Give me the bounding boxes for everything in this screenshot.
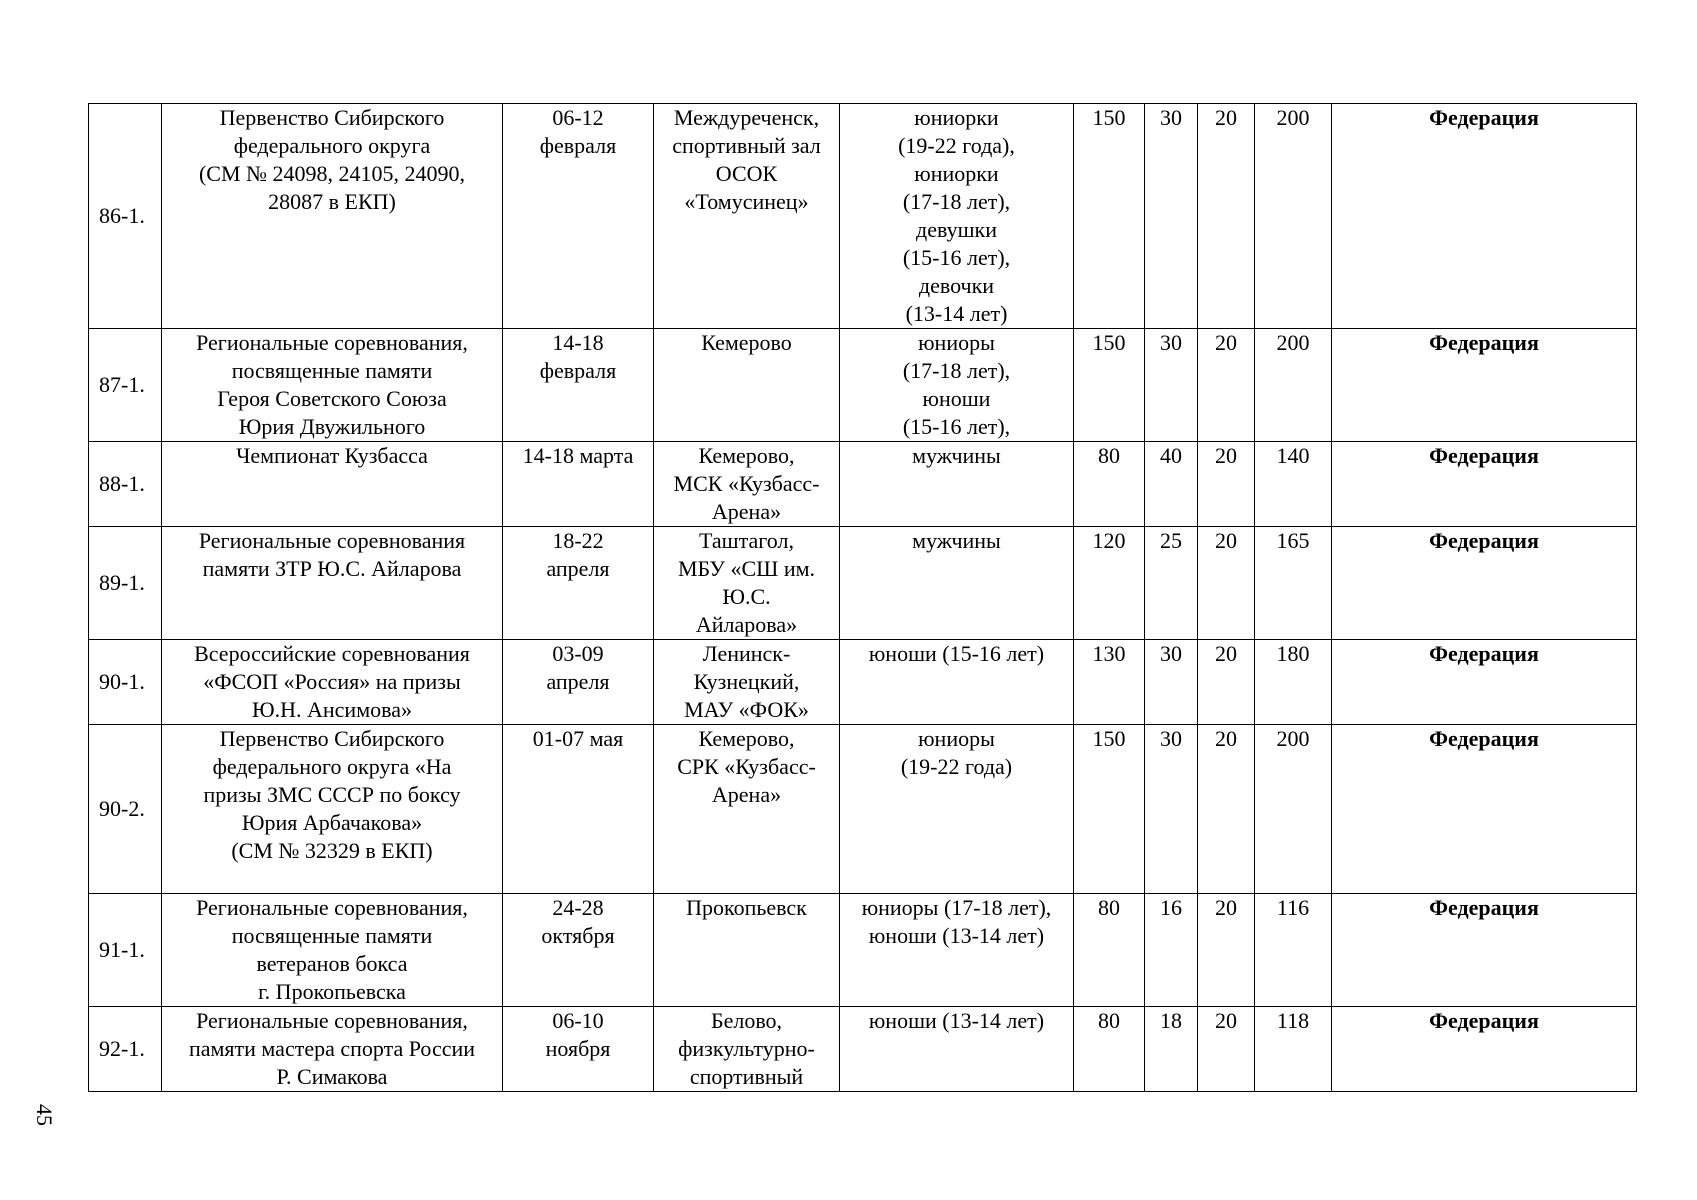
row-number: 92-1. — [89, 1007, 162, 1092]
event-place: Кемерово — [654, 329, 840, 442]
judges-count: 20 — [1198, 725, 1255, 894]
total-count: 180 — [1255, 640, 1332, 725]
row-number: 88-1. — [89, 442, 162, 527]
coaches-count: 16 — [1145, 894, 1198, 1007]
participants-count: 80 — [1074, 894, 1145, 1007]
participant-category: мужчины — [840, 442, 1074, 527]
event-name: Региональные соревнования, памяти мастера спорта России Р. Симакова — [162, 1007, 503, 1092]
judges-count: 20 — [1198, 329, 1255, 442]
participant-category: юниоры (19-22 года) — [840, 725, 1074, 894]
row-number: 90-2. — [89, 725, 162, 894]
event-dates: 18-22 апреля — [503, 527, 654, 640]
table-row — [89, 725, 1637, 894]
organizer: Федерация — [1332, 894, 1637, 1007]
participants-count: 80 — [1074, 442, 1145, 527]
participant-category: юниоры (17-18 лет), юноши (13-14 лет) — [840, 894, 1074, 1007]
coaches-count: 30 — [1145, 104, 1198, 329]
participants-count: 150 — [1074, 329, 1145, 442]
organizer: Федерация — [1332, 442, 1637, 527]
event-place: Кемерово, МСК «Кузбасс- Арена» — [654, 442, 840, 527]
coaches-count: 30 — [1145, 640, 1198, 725]
event-name: Первенство Сибирского федерального округа «На призы ЗМС СССР по боксу Юрия Арбачакова» (СМ № 32329 в ЕКП) — [162, 725, 503, 894]
participants-count: 130 — [1074, 640, 1145, 725]
table-row — [89, 1007, 1637, 1092]
participant-category: юноши (15-16 лет) — [840, 640, 1074, 725]
total-count: 118 — [1255, 1007, 1332, 1092]
event-name: Региональные соревнования, посвященные памяти Героя Советского Союза Юрия Двужильного — [162, 329, 503, 442]
total-count: 200 — [1255, 725, 1332, 894]
event-dates: 06-10 ноября — [503, 1007, 654, 1092]
event-name: Региональные соревнования памяти ЗТР Ю.С. Айларова — [162, 527, 503, 640]
participant-category: юниорки (19-22 года), юниорки (17-18 лет), девушки (15-16 лет), девочки (13-14 лет) — [840, 104, 1074, 329]
event-dates: 01-07 мая — [503, 725, 654, 894]
table-row — [89, 104, 1637, 329]
coaches-count: 40 — [1145, 442, 1198, 527]
total-count: 116 — [1255, 894, 1332, 1007]
total-count: 200 — [1255, 329, 1332, 442]
judges-count: 20 — [1198, 104, 1255, 329]
organizer: Федерация — [1332, 1007, 1637, 1092]
page-number: 45 — [32, 1104, 57, 1126]
event-name: Чемпионат Кузбасса — [162, 442, 503, 527]
event-place: Таштагол, МБУ «СШ им. Ю.С. Айларова» — [654, 527, 840, 640]
coaches-count: 30 — [1145, 329, 1198, 442]
coaches-count: 25 — [1145, 527, 1198, 640]
judges-count: 20 — [1198, 640, 1255, 725]
event-name: Всероссийские соревнования «ФСОП «Россия» на призы Ю.Н. Ансимова» — [162, 640, 503, 725]
event-dates: 24-28 октября — [503, 894, 654, 1007]
total-count: 165 — [1255, 527, 1332, 640]
organizer: Федерация — [1332, 104, 1637, 329]
participants-count: 80 — [1074, 1007, 1145, 1092]
participants-count: 120 — [1074, 527, 1145, 640]
participants-count: 150 — [1074, 104, 1145, 329]
judges-count: 20 — [1198, 894, 1255, 1007]
event-place: Прокопьевск — [654, 894, 840, 1007]
event-dates: 14-18 марта — [503, 442, 654, 527]
event-place: Белово, физкультурно- спортивный — [654, 1007, 840, 1092]
table-row — [89, 640, 1637, 725]
event-place: Кемерово, СРК «Кузбасс- Арена» — [654, 725, 840, 894]
row-number: 90-1. — [89, 640, 162, 725]
total-count: 200 — [1255, 104, 1332, 329]
judges-count: 20 — [1198, 442, 1255, 527]
event-dates: 06-12 февраля — [503, 104, 654, 329]
coaches-count: 30 — [1145, 725, 1198, 894]
organizer: Федерация — [1332, 527, 1637, 640]
row-number: 86-1. — [89, 104, 162, 329]
table-row — [89, 329, 1637, 442]
organizer: Федерация — [1332, 725, 1637, 894]
event-name: Региональные соревнования, посвященные памяти ветеранов бокса г. Прокопьевска — [162, 894, 503, 1007]
participant-category: юниоры (17-18 лет), юноши (15-16 лет), — [840, 329, 1074, 442]
event-place: Ленинск- Кузнецкий, МАУ «ФОК» — [654, 640, 840, 725]
organizer: Федерация — [1332, 640, 1637, 725]
participant-category: мужчины — [840, 527, 1074, 640]
table-row — [89, 894, 1637, 1007]
participant-category: юноши (13-14 лет) — [840, 1007, 1074, 1092]
event-dates: 14-18 февраля — [503, 329, 654, 442]
event-name: Первенство Сибирского федерального округа (СМ № 24098, 24105, 24090, 28087 в ЕКП) — [162, 104, 503, 329]
organizer: Федерация — [1332, 329, 1637, 442]
events-table — [88, 103, 1637, 1092]
judges-count: 20 — [1198, 527, 1255, 640]
event-place: Междуреченск, спортивный зал ОСОК «Томусинец» — [654, 104, 840, 329]
row-number: 91-1. — [89, 894, 162, 1007]
total-count: 140 — [1255, 442, 1332, 527]
event-dates: 03-09 апреля — [503, 640, 654, 725]
table-row — [89, 527, 1637, 640]
row-number: 89-1. — [89, 527, 162, 640]
row-number: 87-1. — [89, 329, 162, 442]
participants-count: 150 — [1074, 725, 1145, 894]
coaches-count: 18 — [1145, 1007, 1198, 1092]
judges-count: 20 — [1198, 1007, 1255, 1092]
table-row — [89, 442, 1637, 527]
